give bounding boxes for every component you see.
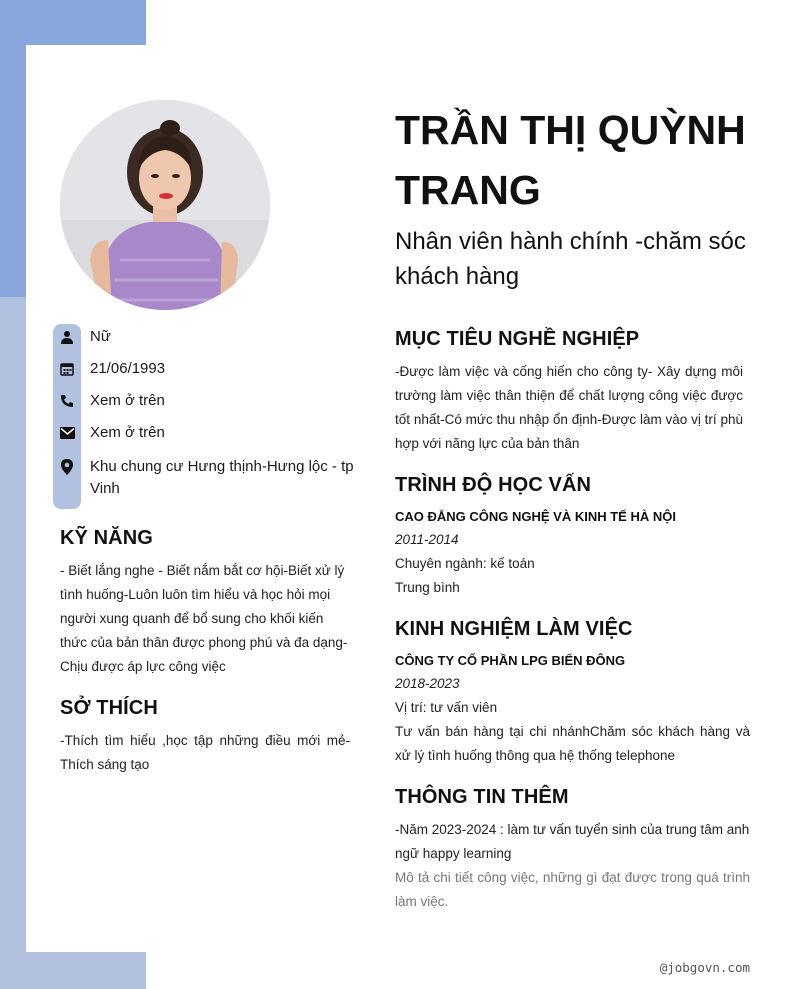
experience-period: 2018-2023 — [395, 676, 460, 691]
candidate-name: TRẦN THỊ QUỲNH TRANG — [395, 107, 746, 213]
contact-phone — [53, 390, 355, 412]
contact-email — [53, 422, 355, 444]
mail-icon — [53, 422, 81, 444]
hobbies-text: -Thích tìm hiểu ,học tập những điều mới mẻ-Thích sáng tạo — [60, 733, 350, 772]
hobbies-heading: SỞ THÍCH — [60, 697, 158, 719]
experience-description: Tư vấn bán hàng tại chi nhánhChăm sóc khách hàng và xử lý tình huống thông qua hệ thống telephone — [395, 724, 750, 763]
avatar — [60, 100, 270, 310]
additional-heading: THÔNG TIN THÊM — [395, 786, 569, 808]
calendar-icon — [53, 358, 81, 380]
education-period: 2011-2014 — [395, 532, 459, 547]
candidate-position: Nhân viên hành chính -chăm sóc khách hàng — [395, 228, 746, 290]
contact-address — [53, 456, 355, 500]
footer-brand: @jobgovn.com — [659, 960, 750, 975]
gender-value: Nữ — [90, 328, 111, 345]
person-icon — [53, 326, 81, 348]
education-heading: TRÌNH ĐỘ HỌC VẤN — [395, 474, 592, 496]
phone-icon — [53, 390, 81, 412]
address-value: Khu chung cư Hưng thịnh-Hưng lộc - tp Vinh — [90, 458, 354, 497]
education-school: CAO ĐẲNG CÔNG NGHỆ VÀ KINH TẾ HÀ NỘI — [395, 509, 676, 524]
additional-text: -Năm 2023-2024 : làm tư vấn tuyển sinh của trung tâm anh ngữ happy learning — [395, 822, 750, 861]
contact-birthday — [53, 358, 355, 380]
objective-heading: MỤC TIÊU NGHỀ NGHIỆP — [395, 328, 640, 350]
objective-text: -Được làm việc và cống hiến cho công ty- Xây dựng môi trường làm việc thân thiện để chất lượng công việc được tốt nhất-Có mức thu nhập ổn định-Được làm vào vị trí phù hợp với năng lực của bản thân — [395, 364, 743, 451]
birthday-value: 21/06/1993 — [90, 360, 166, 377]
additional-hint: Mô tả chi tiết công việc, những gì đạt được trong quá trình làm việc. — [395, 870, 750, 909]
experience-heading: KINH NGHIỆM LÀM VIỆC — [395, 618, 633, 640]
education-major: Chuyên ngành: kế toán — [395, 556, 535, 571]
location-pin-icon — [53, 456, 81, 478]
experience-role: Vị trí: tư vấn viên — [395, 700, 498, 715]
skills-heading: KỸ NĂNG — [60, 527, 153, 549]
contact-gender — [53, 326, 355, 348]
education-grade: Trung bình — [395, 580, 460, 595]
skills-text: - Biết lắng nghe - Biết nắm bắt cơ hội-Biết xử lý tình huống-Luôn luôn tìm hiểu và học hỏi mọi người xung quanh để bổ sung cho khối kiến thức của bản thân được phong phú và đa dạng-Chịu được áp lực công việc — [60, 563, 348, 674]
experience-company: CÔNG TY CỔ PHẦN LPG BIỂN ĐÔNG — [395, 653, 626, 668]
email-value: Xem ở trên — [90, 424, 165, 441]
phone-value: Xem ở trên — [90, 392, 165, 409]
